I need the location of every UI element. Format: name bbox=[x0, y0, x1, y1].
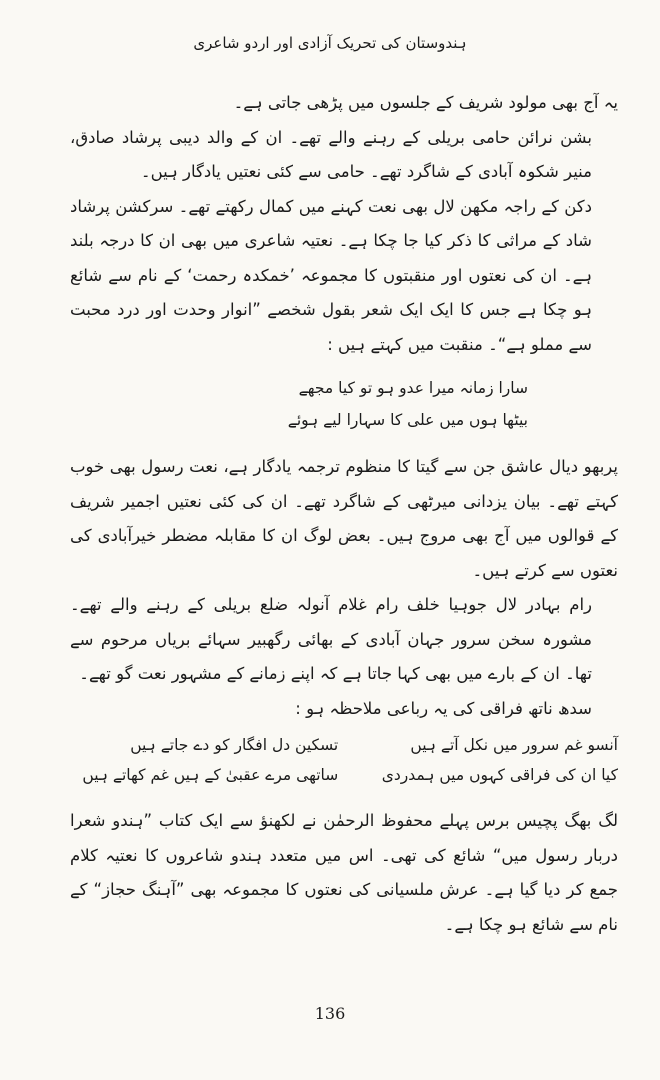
rubai-hemistich: تسکین دل افگار کو دے جاتے ہیں bbox=[130, 736, 339, 754]
paragraph: سدھ ناتھ فراقی کی یہ رباعی ملاحظہ ہو : bbox=[295, 698, 592, 718]
paragraph: دکن کے راجہ مکھن لال بھی نعت کہنے میں کمال رکھتے تھے۔ سرکشن پرشاد شاد کے مراثی کا ذکر کیا جا چکا ہے۔ نعتیہ شاعری میں بھی ان کا درجہ بلند ہے۔ ان کی نعتوں اور منقبتوں کا مجموعہ ’خمکدہ رحمت‘ کے نام سے شائع ہو چکا ہے جس کا ایک ایک شعر بقول شخصے ”انوار وحدت اور درد محبت سے مملو ہے“۔ منقبت میں کہتے ہیں : bbox=[70, 196, 592, 354]
rubai-row bbox=[70, 730, 618, 760]
rubai-row bbox=[70, 760, 618, 790]
rubai-hemistich: آنسو غم سرور میں نکل آتے ہیں bbox=[410, 736, 618, 754]
rubai bbox=[70, 730, 618, 790]
verse-couplet bbox=[70, 372, 618, 436]
paragraph: رام بہادر لال جوہیا خلف رام غلام آنولہ ضلع بریلی کے رہنے والے تھے۔ مشورہ سخن سرور جہان آبادی کے بھائی رگھبیر سہائے بریاں مرحوم سے تھا۔ ان کے بارے میں بھی کہا جاتا ہے کہ اپنے زمانے کے مشہور نعت گو تھے۔ bbox=[70, 595, 592, 683]
rubai-hemistich: ساتھی مرے عقبیٰ کے ہیں غم کھاتے ہیں bbox=[82, 766, 339, 784]
running-header: ہندوستان کی تحریک آزادی اور اردو شاعری bbox=[193, 34, 467, 52]
paragraph: یہ آج بھی مولود شریف کے جلسوں میں پڑھی جاتی ہے۔ bbox=[233, 93, 618, 112]
paragraph: بشن نرائن حامی بریلی کے رہنے والے تھے۔ ان کے والد دیبی پرشاد صادق، منیر شکوہ آبادی کے شاگرد تھے۔ حامی سے کئی نعتیں یادگار ہیں۔ bbox=[70, 127, 592, 181]
verse-line: سارا زمانہ میرا عدو ہو تو کیا مجھے bbox=[298, 379, 528, 397]
verse-line: بیٹھا ہوں میں علی کا سہارا لیے ہوئے bbox=[287, 411, 528, 429]
paragraph: پربھو دیال عاشق جن سے گیتا کا منظوم ترجمہ یادگار ہے، نعت رسول بھی خوب کہتے تھے۔ بیان یزدانی میرٹھی کے شاگرد تھے۔ ان کی کئی نعتیں اجمیر شریف کے قوالوں میں آج بھی مروج ہیں۔ بعض لوگ ان کا مقابلہ مضطر خیرآبادی کی نعتوں سے کرتے ہیں۔ bbox=[70, 457, 618, 580]
page-number: 136 bbox=[314, 1004, 346, 1023]
paragraph: لگ بھگ پچیس برس پہلے محفوظ الرحمٰن نے لکھنؤ سے ایک کتاب ”ہندو شعرا دربار رسول میں“ شائع کی تھی۔ اس میں متعدد ہندو شاعروں کا نعتیہ کلام جمع کر دیا گیا ہے۔ عرش ملسیانی کی نعتوں کا مجموعہ بھی ”آہنگ حجاز“ کے نام سے شائع ہو چکا ہے۔ bbox=[70, 811, 618, 934]
rubai-hemistich: کیا ان کی فراقی کہوں میں ہمدردی bbox=[381, 766, 618, 784]
page-body bbox=[70, 86, 618, 942]
